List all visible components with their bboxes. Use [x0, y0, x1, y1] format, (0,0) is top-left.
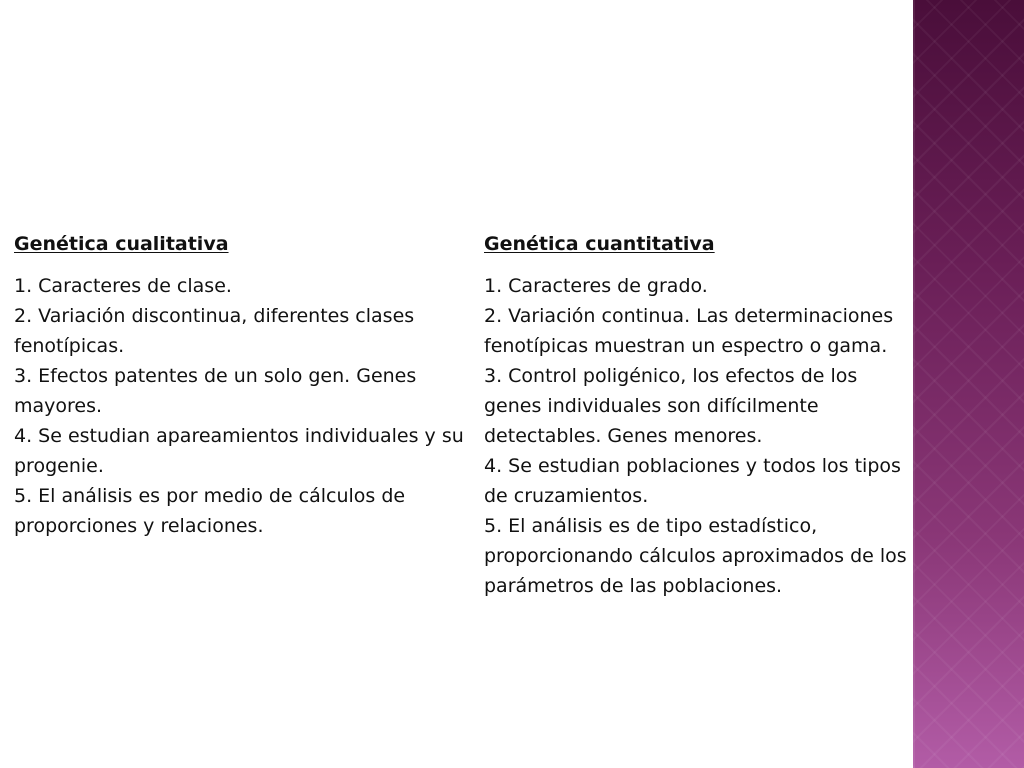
quantitative-item-1: 1. Caracteres de grado.	[484, 275, 708, 297]
quantitative-item-4: 4. Se estudian poblaciones y todos los tipos de cruzamientos.	[484, 455, 901, 507]
qualitative-item-4: 4. Se estudian apareamientos individuales y su progenie.	[14, 425, 464, 477]
qualitative-genetics-list	[14, 271, 466, 541]
quantitative-item-5: 5. El análisis es de tipo estadístico, proporcionando cálculos aproximados de los parámetros de las poblaciones.	[484, 515, 907, 597]
qualitative-genetics-heading: Genética cualitativa	[14, 233, 229, 255]
qualitative-item-3: 3. Efectos patentes de un solo gen. Genes mayores.	[14, 365, 417, 417]
qualitative-item-5: 5. El análisis es por medio de cálculos de proporciones y relaciones.	[14, 485, 406, 537]
qualitative-item-1: 1. Caracteres de clase.	[14, 275, 232, 297]
quantitative-genetics-heading: Genética cuantitativa	[484, 233, 715, 255]
quantitative-item-2: 2. Variación continua. Las determinaciones fenotípicas muestran un espectro o gama.	[484, 305, 894, 357]
quantitative-genetics-column	[484, 229, 914, 601]
qualitative-genetics-column	[14, 229, 466, 541]
quantitative-item-3: 3. Control poligénico, los efectos de los genes individuales son difícilmente detectables. Genes menores.	[484, 365, 858, 447]
quantitative-genetics-list	[484, 271, 914, 601]
decorative-side-band	[913, 0, 1024, 768]
qualitative-item-2: 2. Variación discontinua, diferentes clases fenotípicas.	[14, 305, 415, 357]
